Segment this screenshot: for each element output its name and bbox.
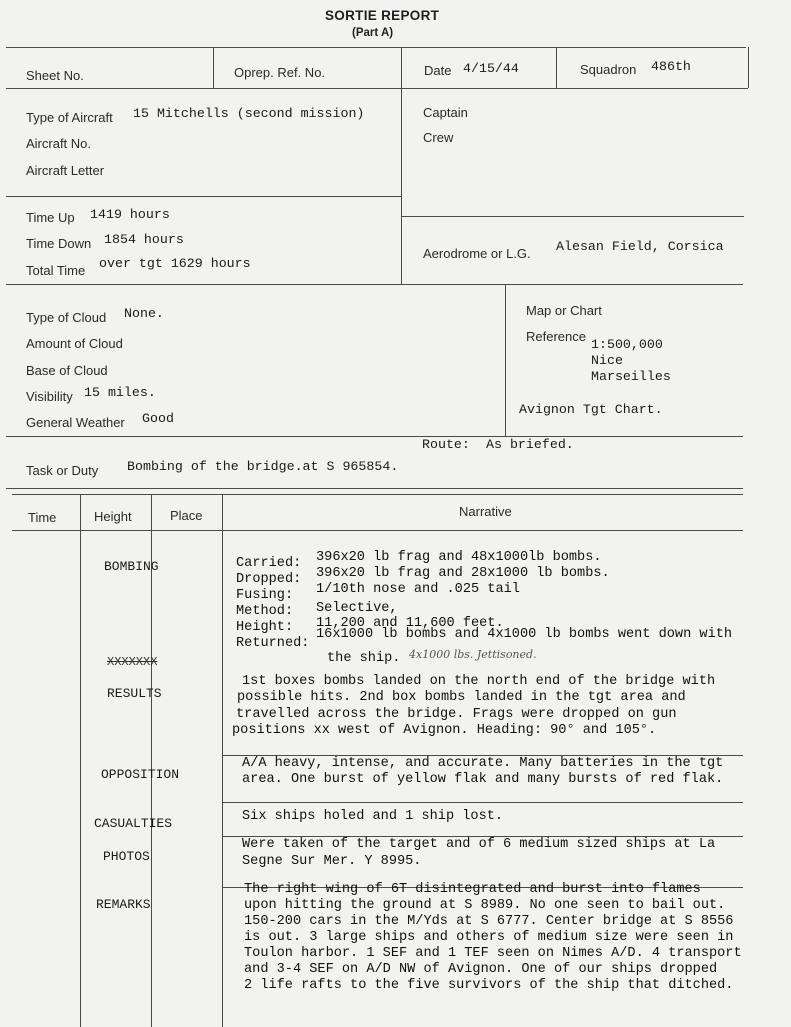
returned-value: 16x1000 lb bombs and 4x1000 lb bombs went down with bbox=[316, 627, 733, 642]
casualties-line: Six ships holed and 1 ship lost. bbox=[242, 809, 504, 824]
date-value: 4/15/44 bbox=[463, 61, 519, 76]
aerodrome-label: Aerodrome or L.G. bbox=[423, 246, 531, 261]
method-label: Method: bbox=[236, 604, 294, 619]
cloud-type-value: None. bbox=[124, 306, 164, 321]
fusing-label: Fusing: bbox=[236, 588, 294, 603]
reference-nice: Nice bbox=[591, 353, 623, 368]
remarks-line: is out. 3 large ships and others of medium size were seen in bbox=[244, 930, 734, 945]
photos-line: Were taken of the target and of 6 medium sized ships at La bbox=[242, 837, 716, 852]
bombing-label: BOMBING bbox=[104, 559, 159, 574]
captain-label: Captain bbox=[423, 105, 468, 120]
time-up-label: Time Up bbox=[26, 210, 75, 225]
divider-aircraft-crew bbox=[401, 47, 402, 284]
visibility-value: 15 miles. bbox=[84, 385, 156, 400]
handwritten-jettisoned-note: 4x1000 lbs. Jettisoned. bbox=[409, 648, 537, 661]
column-place-divider bbox=[222, 494, 223, 1027]
dropped-label: Dropped: bbox=[236, 572, 302, 587]
divider-weather-map bbox=[505, 284, 506, 436]
carried-label: Carried: bbox=[236, 556, 302, 571]
aircraft-letter-label: Aircraft Letter bbox=[26, 163, 105, 178]
cloud-type-label: Type of Cloud bbox=[26, 310, 107, 325]
divider-right-edge bbox=[748, 47, 749, 88]
general-weather-label: General Weather bbox=[26, 415, 125, 430]
method-value: Selective, bbox=[316, 601, 398, 616]
results-line: positions xx west of Avignon. Heading: 90° and 105°. bbox=[232, 723, 657, 738]
height-label: Height: bbox=[236, 620, 294, 635]
returned-label: Returned: bbox=[236, 636, 310, 651]
reference-scale: 1:500,000 bbox=[591, 337, 663, 352]
reference-label: Reference bbox=[526, 329, 586, 344]
remarks-line: upon hitting the ground at S 8989. No one seen to bail out. bbox=[244, 898, 726, 913]
time-down-value: 1854 hours bbox=[104, 232, 184, 247]
opposition-line: area. One burst of yellow flak and many bursts of red flak. bbox=[242, 772, 724, 787]
rule-table-top bbox=[12, 494, 743, 495]
opposition-label: OPPOSITION bbox=[101, 767, 180, 782]
total-time-label: Total Time bbox=[26, 263, 86, 278]
report-subtitle: (Part A) bbox=[352, 27, 394, 39]
squadron-value: 486th bbox=[651, 59, 691, 74]
fusing-value: 1/10th nose and .025 tail bbox=[316, 582, 520, 597]
cloud-base-label: Base of Cloud bbox=[26, 363, 108, 378]
rule-weather-bottom bbox=[6, 436, 743, 437]
returned-value-line2: the ship. bbox=[327, 651, 401, 666]
crew-label: Crew bbox=[423, 130, 454, 145]
reference-marseilles: Marseilles bbox=[591, 369, 671, 384]
visibility-label: Visibility bbox=[26, 389, 73, 404]
task-duty-value: Bombing of the bridge.at S 965854. bbox=[127, 459, 399, 474]
squadron-label: Squadron bbox=[580, 62, 637, 77]
total-time-value: over tgt 1629 hours bbox=[99, 256, 251, 271]
remarks-line: The right wing of 6T disintegrated and burst into flames bbox=[244, 882, 701, 897]
rule-row1-bottom bbox=[6, 88, 748, 89]
rule-times-bottom bbox=[6, 284, 743, 285]
route-value: As briefed. bbox=[486, 437, 574, 452]
results-line: possible hits. 2nd box bombs landed in the tgt area and bbox=[237, 690, 686, 705]
divider-sheet-oprep bbox=[213, 47, 214, 88]
report-title: SORTIE REPORT bbox=[325, 8, 440, 23]
rule-top bbox=[6, 47, 746, 48]
remarks-label: REMARKS bbox=[96, 897, 151, 912]
photos-line: Segne Sur Mer. Y 8995. bbox=[242, 854, 422, 869]
results-line: travelled across the bridge. Frags were dropped on gun bbox=[236, 707, 677, 722]
chart-value: Avignon Tgt Chart. bbox=[519, 402, 663, 417]
sheet-no-label: Sheet No. bbox=[26, 68, 84, 83]
cloud-amount-label: Amount of Cloud bbox=[26, 336, 123, 351]
results-line: 1st boxes bombs landed on the north end of the bridge with bbox=[242, 674, 716, 689]
carried-value: 396x20 lb frag and 48x1000lb bombs. bbox=[316, 550, 602, 565]
struck-out-label: XXXXXXX bbox=[107, 655, 158, 669]
divider-date-squadron bbox=[556, 47, 557, 88]
oprep-ref-label: Oprep. Ref. No. bbox=[234, 65, 326, 80]
column-header-height: Height bbox=[94, 509, 132, 524]
column-header-time: Time bbox=[28, 510, 57, 525]
opposition-line: A/A heavy, intense, and accurate. Many batteries in the tgt bbox=[242, 756, 724, 771]
rule-table-header-bottom bbox=[12, 530, 743, 531]
map-chart-label: Map or Chart bbox=[526, 303, 602, 318]
rule-task-bottom bbox=[6, 488, 743, 489]
column-time-divider bbox=[80, 494, 81, 1027]
rule-crew-bottom bbox=[401, 216, 744, 217]
task-duty-label: Task or Duty bbox=[26, 463, 99, 478]
aerodrome-value: Alesan Field, Corsica bbox=[556, 239, 724, 254]
column-header-narrative: Narrative bbox=[459, 504, 512, 519]
time-up-value: 1419 hours bbox=[90, 207, 170, 222]
general-weather-value: Good bbox=[142, 411, 174, 426]
dropped-value: 396x20 lb frag and 28x1000 lb bombs. bbox=[316, 566, 610, 581]
rule-opposition-bottom bbox=[222, 802, 743, 803]
remarks-line: 150-200 cars in the M/Yds at S 6777. Center bridge at S 8556 bbox=[244, 914, 734, 929]
aircraft-no-label: Aircraft No. bbox=[26, 136, 92, 151]
casualties-label: CASUALTIES bbox=[94, 816, 173, 831]
height-value: 11,200 and 11,600 feet. bbox=[316, 616, 504, 631]
rule-aircraft-bottom bbox=[6, 196, 402, 197]
date-label: Date bbox=[424, 63, 452, 78]
remarks-line: Toulon harbor. 1 SEF and 1 TEF seen on Nimes A/D. 4 transport bbox=[244, 946, 742, 961]
time-down-label: Time Down bbox=[26, 236, 92, 251]
column-header-place: Place bbox=[170, 508, 203, 523]
photos-label: PHOTOS bbox=[103, 849, 150, 864]
aircraft-type-value: 15 Mitchells (second mission) bbox=[133, 106, 365, 121]
remarks-line: 2 life rafts to the five survivors of the ship that ditched. bbox=[244, 978, 734, 993]
aircraft-type-label: Type of Aircraft bbox=[26, 110, 113, 125]
remarks-line: and 3-4 SEF on A/D NW of Avignon. One of our ships dropped bbox=[244, 962, 718, 977]
results-label: RESULTS bbox=[107, 686, 162, 701]
route-label: Route: bbox=[422, 437, 470, 452]
